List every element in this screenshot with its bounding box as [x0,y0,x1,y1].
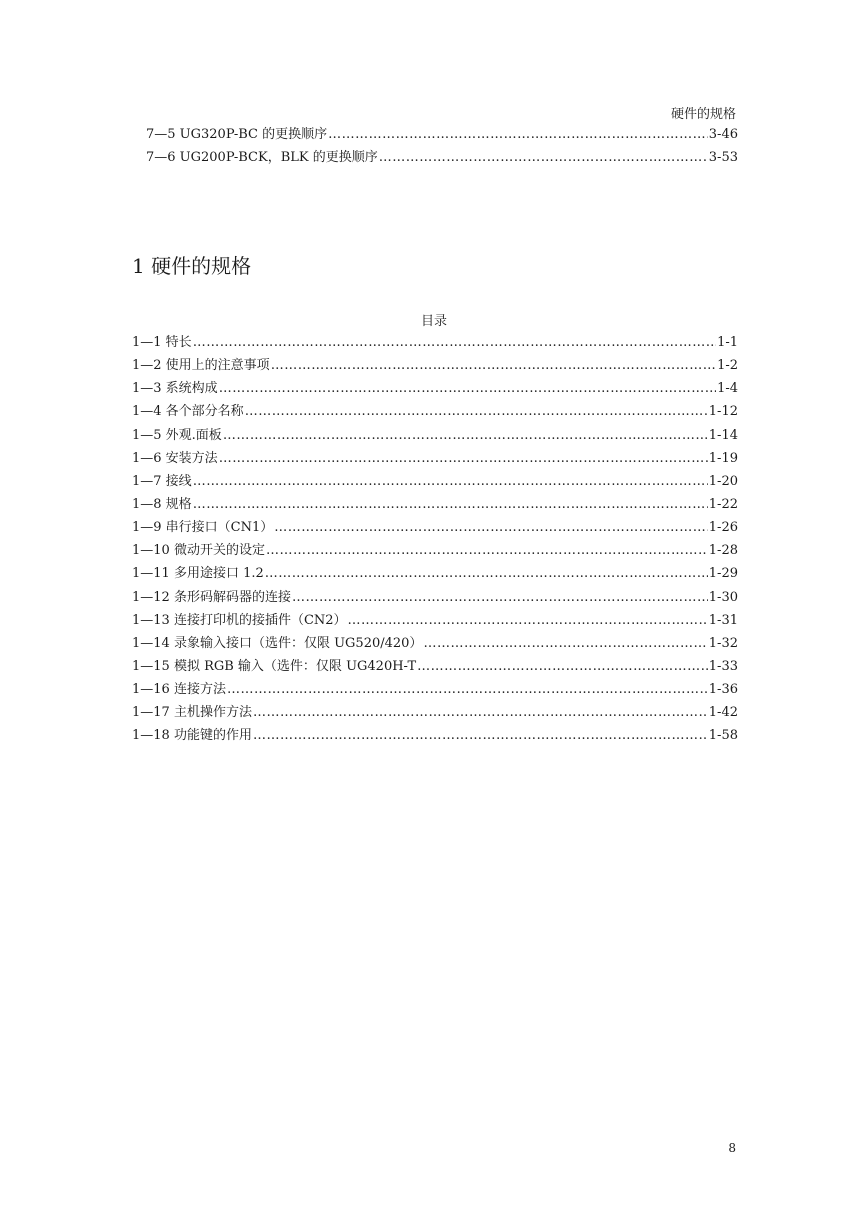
toc-entry-label: 1—15 模拟 RGB 输入（选件：仅限 UG420H-T [132,658,417,674]
toc-entry-label: 7—5 UG320P-BC 的更换顺序 [146,127,328,142]
toc-entry[interactable] [132,658,738,681]
dot-leader [253,727,708,745]
toc-entry-label: 1—17 主机操作方法 [132,705,252,721]
toc-entry[interactable] [132,403,738,426]
toc-caption: 目录 [420,314,447,329]
toc-entry-page: 1-30 [708,589,738,605]
toc-entry-page: 1-14 [708,427,738,443]
dot-leader [265,565,708,583]
dot-leader [423,635,707,653]
toc-entry-page: 1-36 [708,682,738,698]
toc-entry[interactable] [132,635,738,658]
toc-entry-page: 1-22 [708,496,738,512]
dot-leader [274,519,708,537]
toc-entry-label: 1—18 功能键的作用 [132,728,252,744]
toc-entry-page: 1-31 [708,612,738,628]
toc-entry-label: 1—4 各个部分名称 [132,404,244,420]
toc-entry[interactable] [132,589,738,612]
toc-entry-label: 1—10 微动开关的设定 [132,543,265,559]
toc-entry[interactable] [132,357,738,380]
toc-entry[interactable] [132,681,738,704]
toc-entry[interactable] [132,473,738,496]
dot-leader [266,542,708,560]
toc-entry-label: 1—9 串行接口（CN1） [132,520,274,536]
toc-entry-page: 1-12 [708,404,738,420]
toc-entry-label: 1—8 规格 [132,496,192,512]
dot-leader [219,380,716,398]
toc-entry-label: 1—13 连接打印机的接插件（CN2） [132,612,347,628]
dot-leader [379,149,708,167]
toc-entry-page: 1-19 [708,450,738,466]
dot-leader [193,334,716,352]
toc-entry-page: 1-29 [708,566,738,582]
toc-entry-label: 1—11 多用途接口 1.2 [132,566,264,582]
toc-entry-page: 1-26 [708,520,738,536]
toc-entry[interactable] [132,519,738,542]
toc-entry[interactable] [132,496,738,519]
toc-entry-label: 7—6 UG200P-BCK，BLK 的更换顺序 [146,150,378,165]
dot-leader [219,450,708,468]
toc-entry[interactable] [132,727,738,750]
toc-entry[interactable] [132,427,738,450]
dot-leader [223,427,708,445]
continued-toc-list [146,126,738,172]
toc-entry-label: 1—12 条形码解码器的连接 [132,589,291,605]
dot-leader [193,496,708,514]
toc-list [132,334,738,751]
page-number: 8 [728,1141,736,1155]
toc-entry[interactable] [132,334,738,357]
toc-entry-label: 1—6 安装方法 [132,450,218,466]
toc-entry-label: 1—14 录象输入接口（选件：仅限 UG520/420） [132,635,423,651]
toc-entry-page: 1-58 [708,728,738,744]
toc-entry-label: 1—5 外观.面板 [132,427,222,443]
dot-leader [271,357,716,375]
toc-entry-page: 1-33 [708,658,738,674]
toc-entry[interactable] [132,380,738,403]
toc-entry-label: 1—2 使用上的注意事项 [132,358,270,374]
toc-entry-page: 1-32 [708,635,738,651]
toc-entry[interactable] [132,450,738,473]
toc-entry-label: 1—16 连接方法 [132,682,226,698]
toc-entry-page: 3-53 [708,150,738,165]
toc-entry[interactable] [132,542,738,565]
chapter-title: 1 硬件的规格 [132,254,252,278]
toc-entry[interactable] [132,565,738,588]
dot-leader [348,612,708,630]
toc-entry-page: 1-20 [708,473,738,489]
toc-entry-page: 3-46 [708,127,738,142]
toc-entry-label: 1—1 特长 [132,335,192,350]
running-header: 硬件的规格 [670,107,736,122]
dot-leader [253,704,708,722]
toc-entry-page: 1-42 [708,705,738,721]
toc-entry[interactable] [146,149,738,172]
toc-entry[interactable] [146,126,738,149]
toc-entry-page: 1-28 [708,543,738,559]
dot-leader [245,403,708,421]
toc-entry-label: 1—7 接线 [132,473,192,489]
dot-leader [193,473,708,491]
toc-entry[interactable] [132,612,738,635]
toc-entry-page: 1-4 [717,381,738,397]
dot-leader [417,658,708,676]
toc-entry-page: 1-2 [717,358,738,374]
toc-entry-label: 1—3 系统构成 [132,381,218,397]
dot-leader [328,126,708,144]
dot-leader [292,589,708,607]
toc-entry-page: 1-1 [717,335,738,350]
toc-entry[interactable] [132,704,738,727]
dot-leader [227,681,708,699]
